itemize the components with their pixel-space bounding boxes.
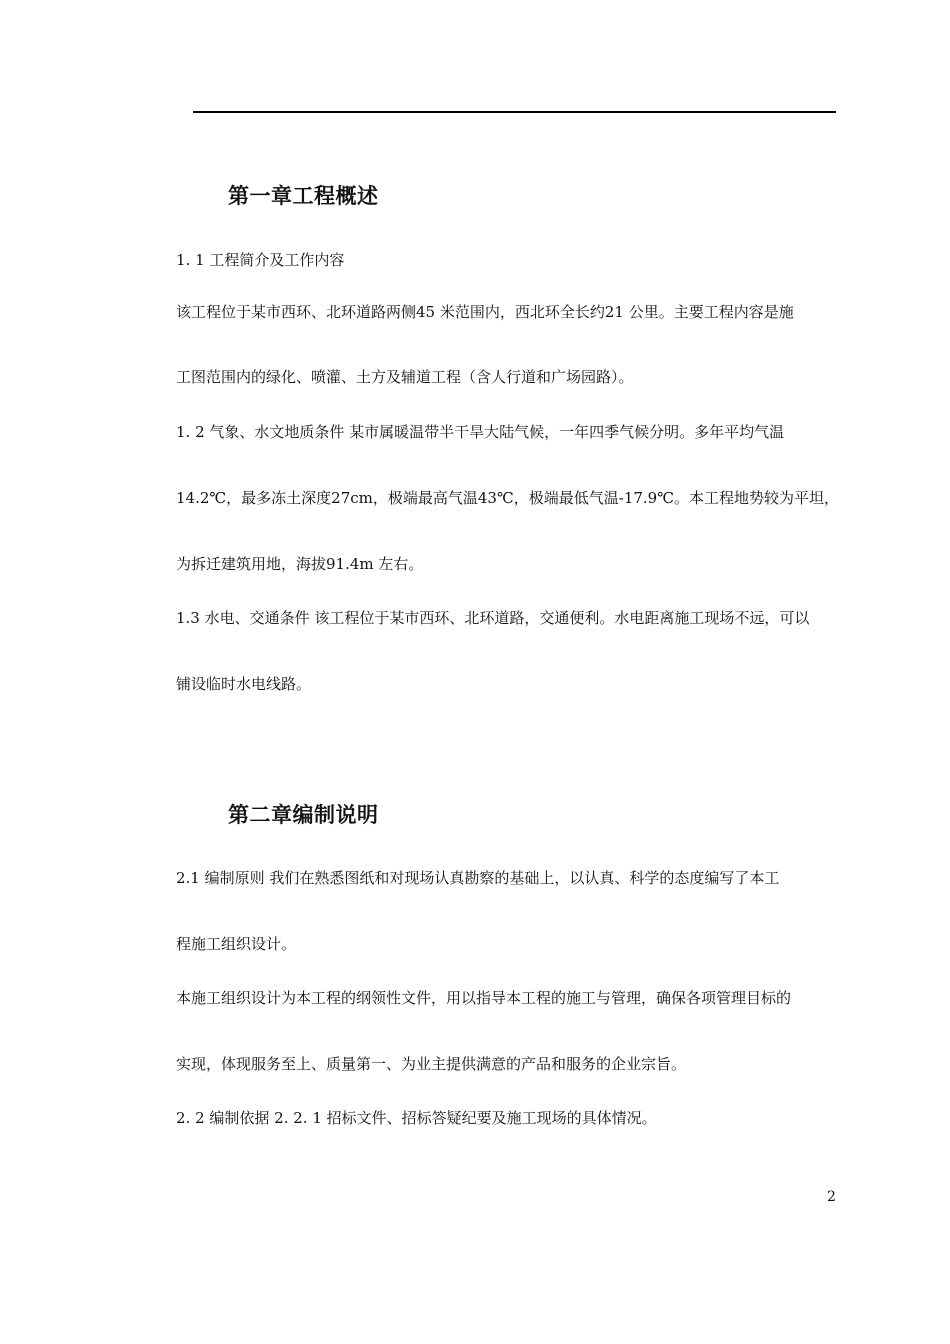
paragraph-line: 铺设临时水电线路。 [176,675,312,693]
paragraph-line: 程施工组织设计。 [176,935,297,953]
paragraph-line: 本施工组织设计为本工程的纲领性文件，用以指导本工程的施工与管理，确保各项管理目标的 [176,989,792,1007]
section-1-2-line: 1. 2 气象、水文地质条件 某市属暖温带半干旱大陆气候，一年四季气候分明。多年平均气温 [176,423,785,441]
paragraph-line: 14.2℃，最多冻土深度27cm，极端最高气温43℃，极端最低气温-17.9℃。本工程地势较为平坦， [176,489,840,507]
section-2-2-line: 2. 2 编制依据 2. 2. 1 招标文件、招标答疑纪要及施工现场的具体情况。 [176,1109,657,1127]
section-2-1-line: 2.1 编制原则 我们在熟悉图纸和对现场认真勘察的基础上，以认真、科学的态度编写了本工 [176,869,780,887]
paragraph-line: 工图范围内的绿化、喷灌、土方及辅道工程（含人行道和广场园路）。 [176,368,634,386]
section-1-1-heading: 1. 1 工程简介及工作内容 [176,251,345,269]
paragraph-line: 该工程位于某市西环、北环道路两侧45 米范围内，西北环全长约21 公里。主要工程内容是施 [176,303,794,321]
paragraph-line: 实现，体现服务至上、质量第一、为业主提供满意的产品和服务的企业宗旨。 [176,1055,687,1073]
chapter-2-title: 第二章编制说明 [228,803,379,827]
section-1-3-line: 1.3 水电、交通条件 该工程位于某市西环、北环道路，交通便利。水电距离施工现场不远，可以 [176,609,810,627]
chapter-1-title: 第一章工程概述 [228,184,379,208]
header-rule [193,111,836,113]
paragraph-line: 为拆迁建筑用地，海拔91.4m 左右。 [176,555,424,573]
page-number: 2 [827,1189,836,1205]
